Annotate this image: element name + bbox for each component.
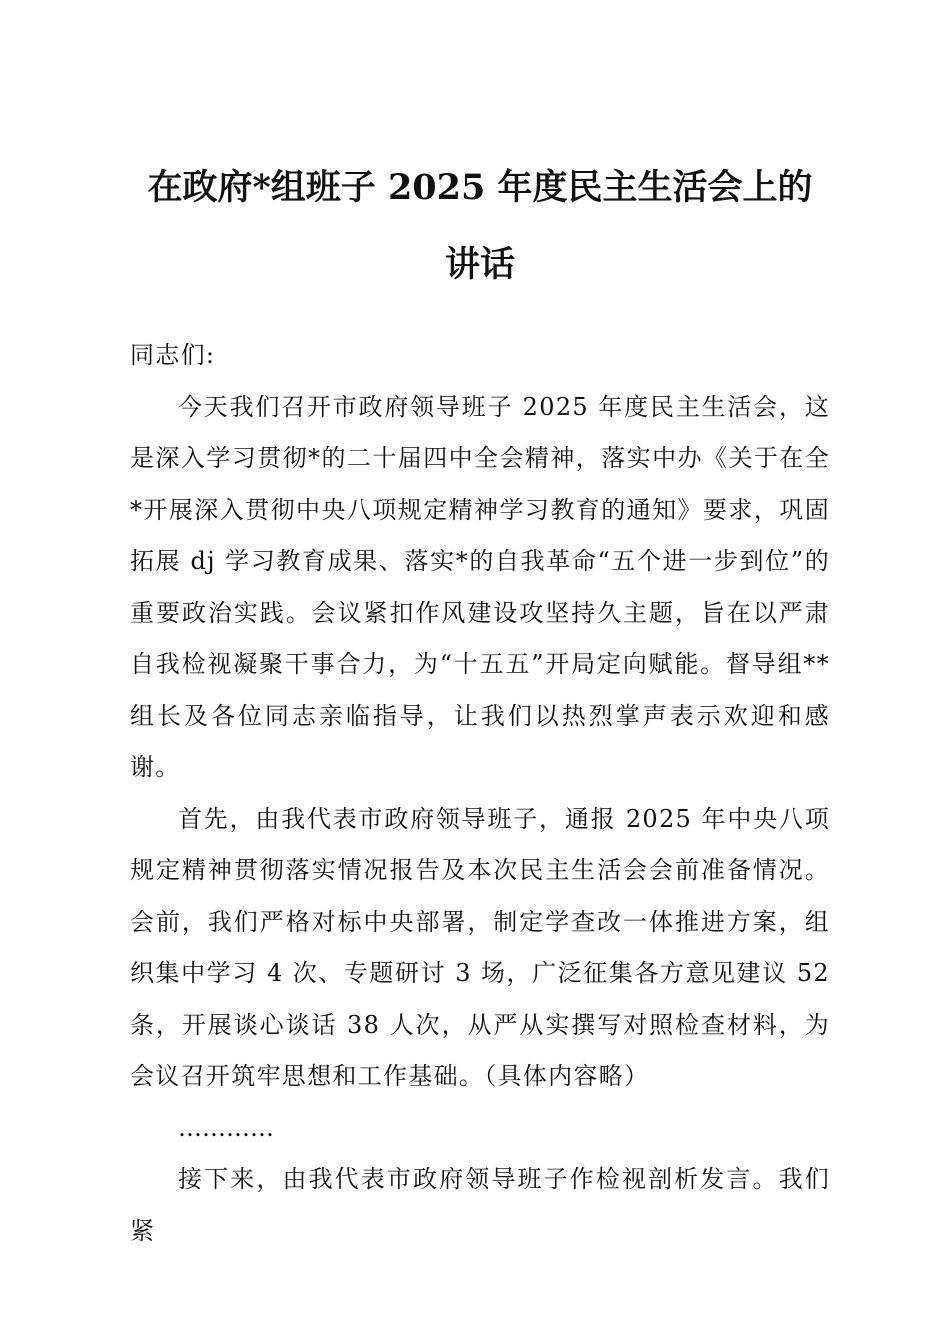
document-title-line-1: 在政府*组班子 2025 年度民主生活会上的	[147, 167, 813, 208]
document-body	[130, 330, 830, 1257]
ellipsis-line: …………	[178, 1113, 274, 1142]
document-title-line-2: 讲话	[444, 244, 515, 285]
salutation: 同志们:	[130, 341, 216, 369]
paragraph-2: 首先，由我代表市政府领导班子，通报 2025 年中央八项规定精神贯彻落实情况报告及本次民主生活会会前准备情况。会前，我们严格对标中央部署，制定学查改一体推进方案，组织集中学习 4 次、专题研讨 3 场，广泛征集各方意见建议 52 条，开展谈心谈话 38 人次，从严从实撰写对照检查材料，为会议召开筑牢思想和工作基础。（具体内容略）	[130, 804, 830, 1090]
paragraph-3: 接下来，由我代表市政府领导班子作检视剖析发言。我们紧	[130, 1165, 830, 1245]
paragraph-1: 今天我们召开市政府领导班子 2025 年度民主生活会，这是深入学习贯彻*的二十届四中全会精神，落实中办《关于在全*开展深入贯彻中央八项规定精神学习教育的通知》要求，巩固拓展 dj 学习教育成果、落实*的自我革命“五个进一步到位”的重要政治实践。会议紧扣作风建设攻坚持久主题，旨在以严肃自我检视凝聚干事合力，为“十五五”开局定向赋能。督导组**组长及各位同志亲临指导，让我们以热烈掌声表示欢迎和感谢。	[130, 392, 830, 781]
